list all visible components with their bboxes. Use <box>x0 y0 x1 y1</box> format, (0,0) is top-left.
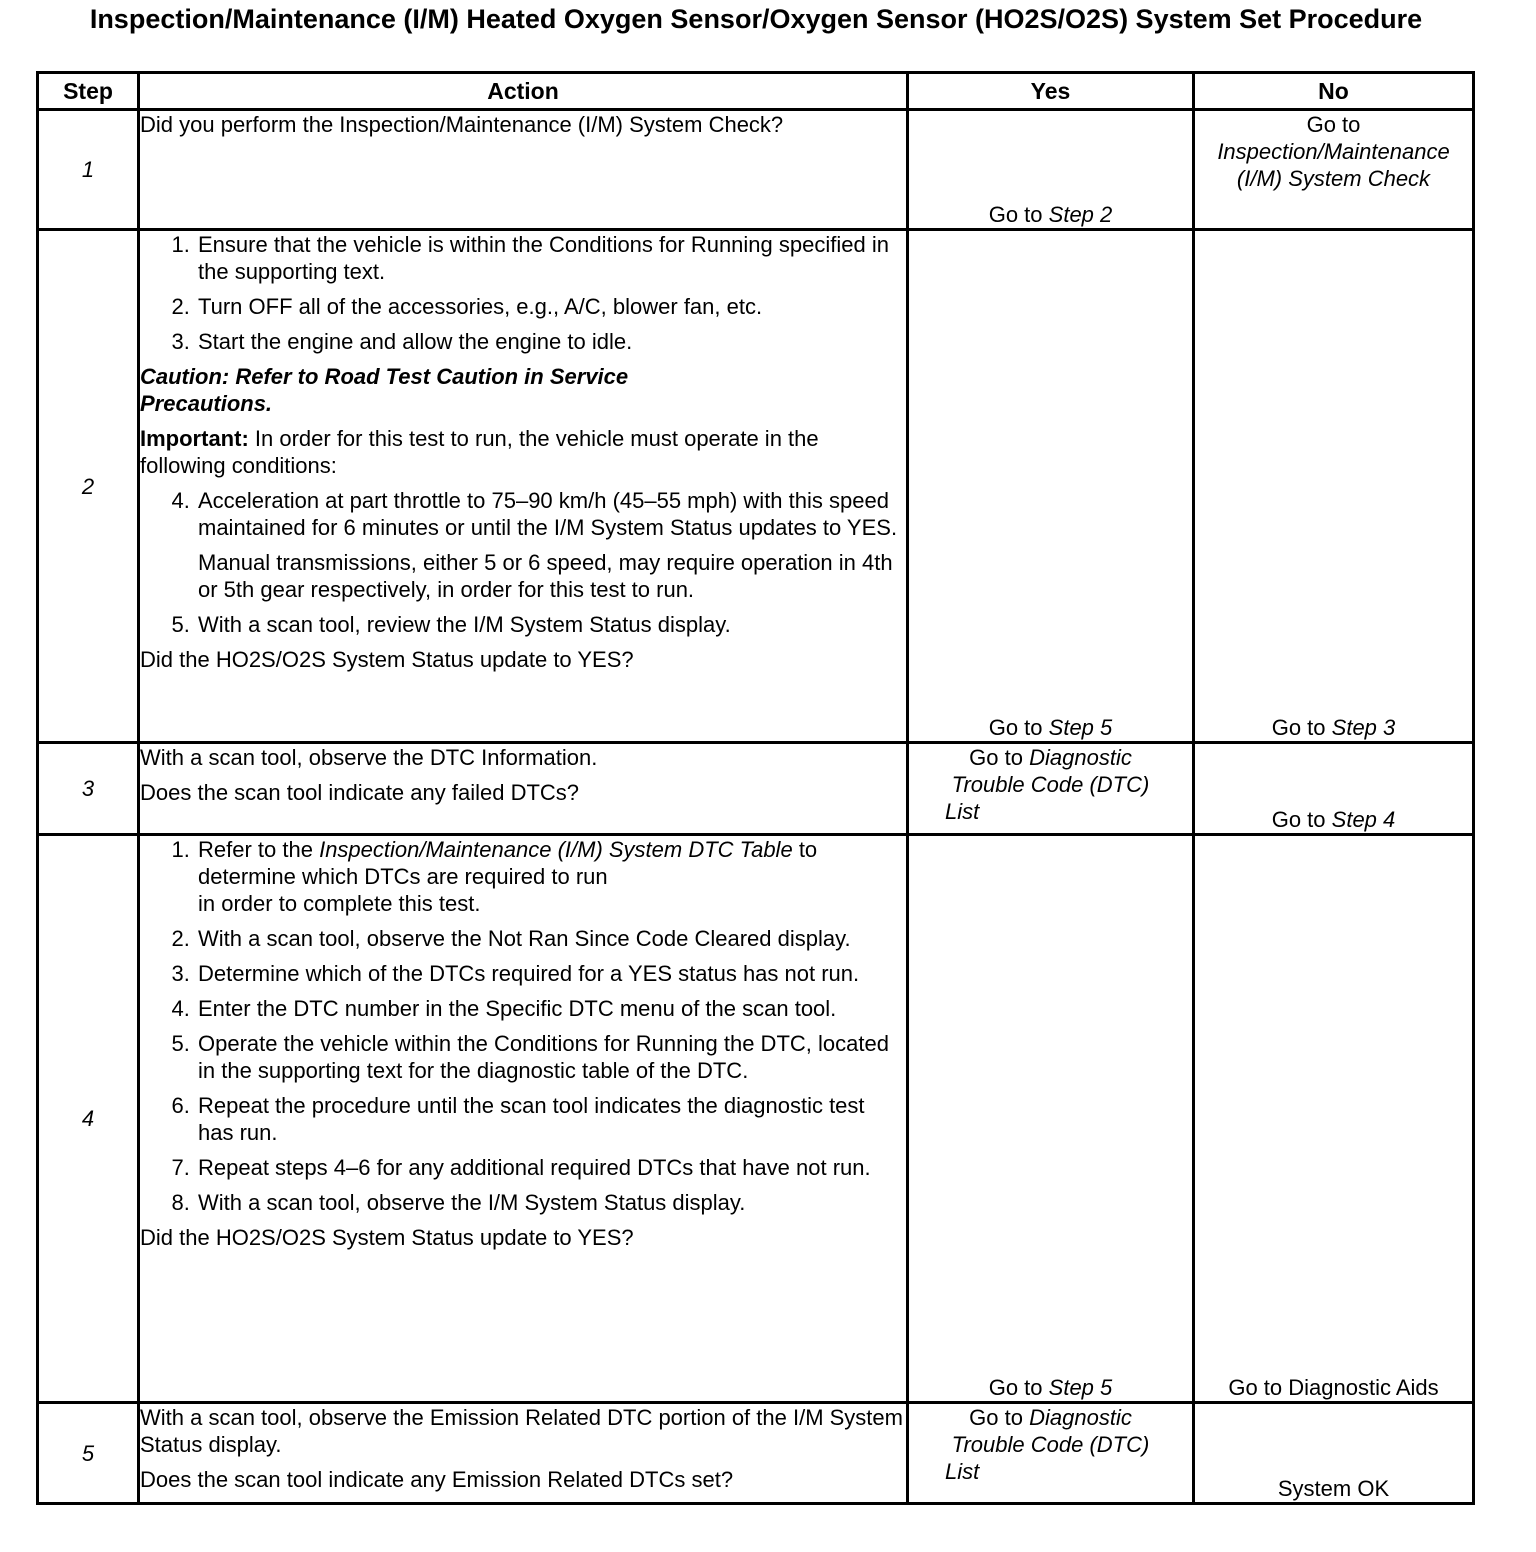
no-text[interactable]: Go to Diagnostic Aids <box>1228 1375 1439 1400</box>
list-item-link[interactable]: Inspection/Maintenance (I/M) System DTC Table <box>319 837 793 862</box>
header-row <box>38 73 1474 110</box>
no-cell <box>1194 230 1474 743</box>
no-prefix: Go to <box>1306 112 1361 137</box>
no-link[interactable]: Inspection/Maintenance (I/M) System Check <box>1217 139 1450 191</box>
action-list <box>140 487 906 638</box>
action-list <box>140 231 906 355</box>
yes-line-1 <box>909 744 1192 771</box>
yes-link[interactable]: Step 5 <box>1048 1375 1113 1400</box>
important-label: Important: <box>140 426 249 451</box>
action-cell <box>139 835 908 1403</box>
yes-line-3 <box>909 798 1192 825</box>
list-item-note: Manual transmissions, either 5 or 6 speed, may require operation in 4th or 5th gear respectively, in order for this test to run. <box>198 550 893 602</box>
step-number: 5 <box>38 1403 139 1504</box>
header-no: No <box>1194 73 1474 110</box>
table-row-step-2 <box>38 230 1474 743</box>
yes-link[interactable]: Diagnostic <box>1029 745 1132 770</box>
list-item: 3. Determine which of the DTCs required for a YES status has not run. <box>196 960 906 987</box>
list-item: 7. Repeat steps 4–6 for any additional required DTCs that have not run. <box>196 1154 906 1181</box>
yes-link[interactable]: List <box>945 1459 980 1484</box>
list-item: 6. Repeat the procedure until the scan tool indicates the diagnostic test has run. <box>196 1092 906 1146</box>
table-row-step-1 <box>38 110 1474 230</box>
yes-cell <box>908 230 1194 743</box>
action-question: Did the HO2S/O2S System Status update to YES? <box>140 1225 634 1250</box>
list-item-suffix: to determine which DTCs are required to run <box>198 837 818 889</box>
action-cell <box>139 110 908 230</box>
step-number: 2 <box>38 230 139 743</box>
no-prefix: Go to <box>1271 715 1326 740</box>
action-cell <box>139 743 908 835</box>
no-prefix: Go to <box>1271 807 1326 832</box>
no-cell <box>1194 835 1474 1403</box>
page-title: Inspection/Maintenance (I/M) Heated Oxygen Sensor/Oxygen Sensor (HO2S/O2S) System Set Procedure <box>89 4 1423 34</box>
list-item: 5. With a scan tool, review the I/M System Status display. <box>196 611 906 638</box>
step-number: 3 <box>38 743 139 835</box>
table-row-step-4 <box>38 835 1474 1403</box>
list-item: 2. Turn OFF all of the accessories, e.g., A/C, blower fan, etc. <box>196 293 906 320</box>
list-item: 1. Ensure that the vehicle is within the Conditions for Running specified in the supporting text. <box>196 231 906 285</box>
yes-link[interactable]: List <box>945 799 980 824</box>
no-cell <box>1194 743 1474 835</box>
yes-prefix: Go to <box>988 715 1043 740</box>
no-text: System OK <box>1277 1476 1390 1501</box>
action-question: Did the HO2S/O2S System Status update to YES? <box>140 647 634 672</box>
no-link[interactable]: Step 3 <box>1331 715 1396 740</box>
yes-prefix: Go to <box>969 1405 1023 1430</box>
yes-cell <box>908 110 1194 230</box>
list-item: 5. Operate the vehicle within the Conditions for Running the DTC, located in the supporting text for the diagnostic table of the DTC. <box>196 1030 906 1084</box>
list-item-text: Acceleration at part throttle to 75–90 km/h (45–55 mph) with this speed maintained for 6 minutes or until the I/M System Status updates to YES. <box>198 488 898 540</box>
yes-prefix: Go to <box>988 1375 1043 1400</box>
action-list <box>140 836 906 1216</box>
yes-link[interactable]: Diagnostic <box>1029 1405 1132 1430</box>
yes-line-3 <box>909 1458 1192 1485</box>
yes-line-1 <box>909 1404 1192 1431</box>
yes-line-2 <box>909 771 1192 798</box>
action-question: Does the scan tool indicate any failed DTCs? <box>140 780 580 805</box>
action-cell <box>139 230 908 743</box>
yes-cell <box>908 1403 1194 1504</box>
action-cell <box>139 1403 908 1504</box>
caution-note: Caution: Refer to Road Test Caution in Service Precautions. <box>140 364 629 416</box>
no-cell <box>1194 110 1474 230</box>
list-item: 3. Start the engine and allow the engine to idle. <box>196 328 906 355</box>
header-yes: Yes <box>908 73 1194 110</box>
list-item-prefix: Refer to the <box>198 837 313 862</box>
yes-line-2 <box>909 1431 1192 1458</box>
step-number: 1 <box>38 110 139 230</box>
list-item: 4. Enter the DTC number in the Specific DTC menu of the scan tool. <box>196 995 906 1022</box>
list-item: 8. With a scan tool, observe the I/M System Status display. <box>196 1189 906 1216</box>
no-cell <box>1194 1403 1474 1504</box>
yes-prefix: Go to <box>969 745 1023 770</box>
action-question: Does the scan tool indicate any Emission Related DTCs set? <box>140 1467 734 1492</box>
action-instruction: With a scan tool, observe the DTC Information. <box>140 745 598 770</box>
header-step: Step <box>38 73 139 110</box>
action-instruction: With a scan tool, observe the Emission Related DTC portion of the I/M System Status display. <box>140 1405 903 1457</box>
table-row-step-5 <box>38 1403 1474 1504</box>
yes-link[interactable]: Trouble Code (DTC) <box>951 772 1150 797</box>
action-question: Did you perform the Inspection/Maintenance (I/M) System Check? <box>140 112 784 137</box>
yes-link[interactable]: Step 5 <box>1048 715 1113 740</box>
list-item <box>196 836 906 917</box>
procedure-table <box>36 71 1475 1505</box>
important-text: In order for this test to run, the vehicle must operate in the following conditions: <box>140 426 819 478</box>
no-link[interactable]: Step 4 <box>1331 807 1396 832</box>
yes-cell <box>908 835 1194 1403</box>
yes-prefix: Go to <box>988 202 1043 227</box>
list-item <box>196 487 906 603</box>
list-item: 2. With a scan tool, observe the Not Ran Since Code Cleared display. <box>196 925 906 952</box>
yes-link[interactable]: Step 2 <box>1048 202 1113 227</box>
list-item-suffix: in order to complete this test. <box>198 891 481 916</box>
header-action: Action <box>139 73 908 110</box>
yes-cell <box>908 743 1194 835</box>
table-row-step-3 <box>38 743 1474 835</box>
step-number: 4 <box>38 835 139 1403</box>
important-note <box>140 425 906 479</box>
yes-link[interactable]: Trouble Code (DTC) <box>951 1432 1150 1457</box>
